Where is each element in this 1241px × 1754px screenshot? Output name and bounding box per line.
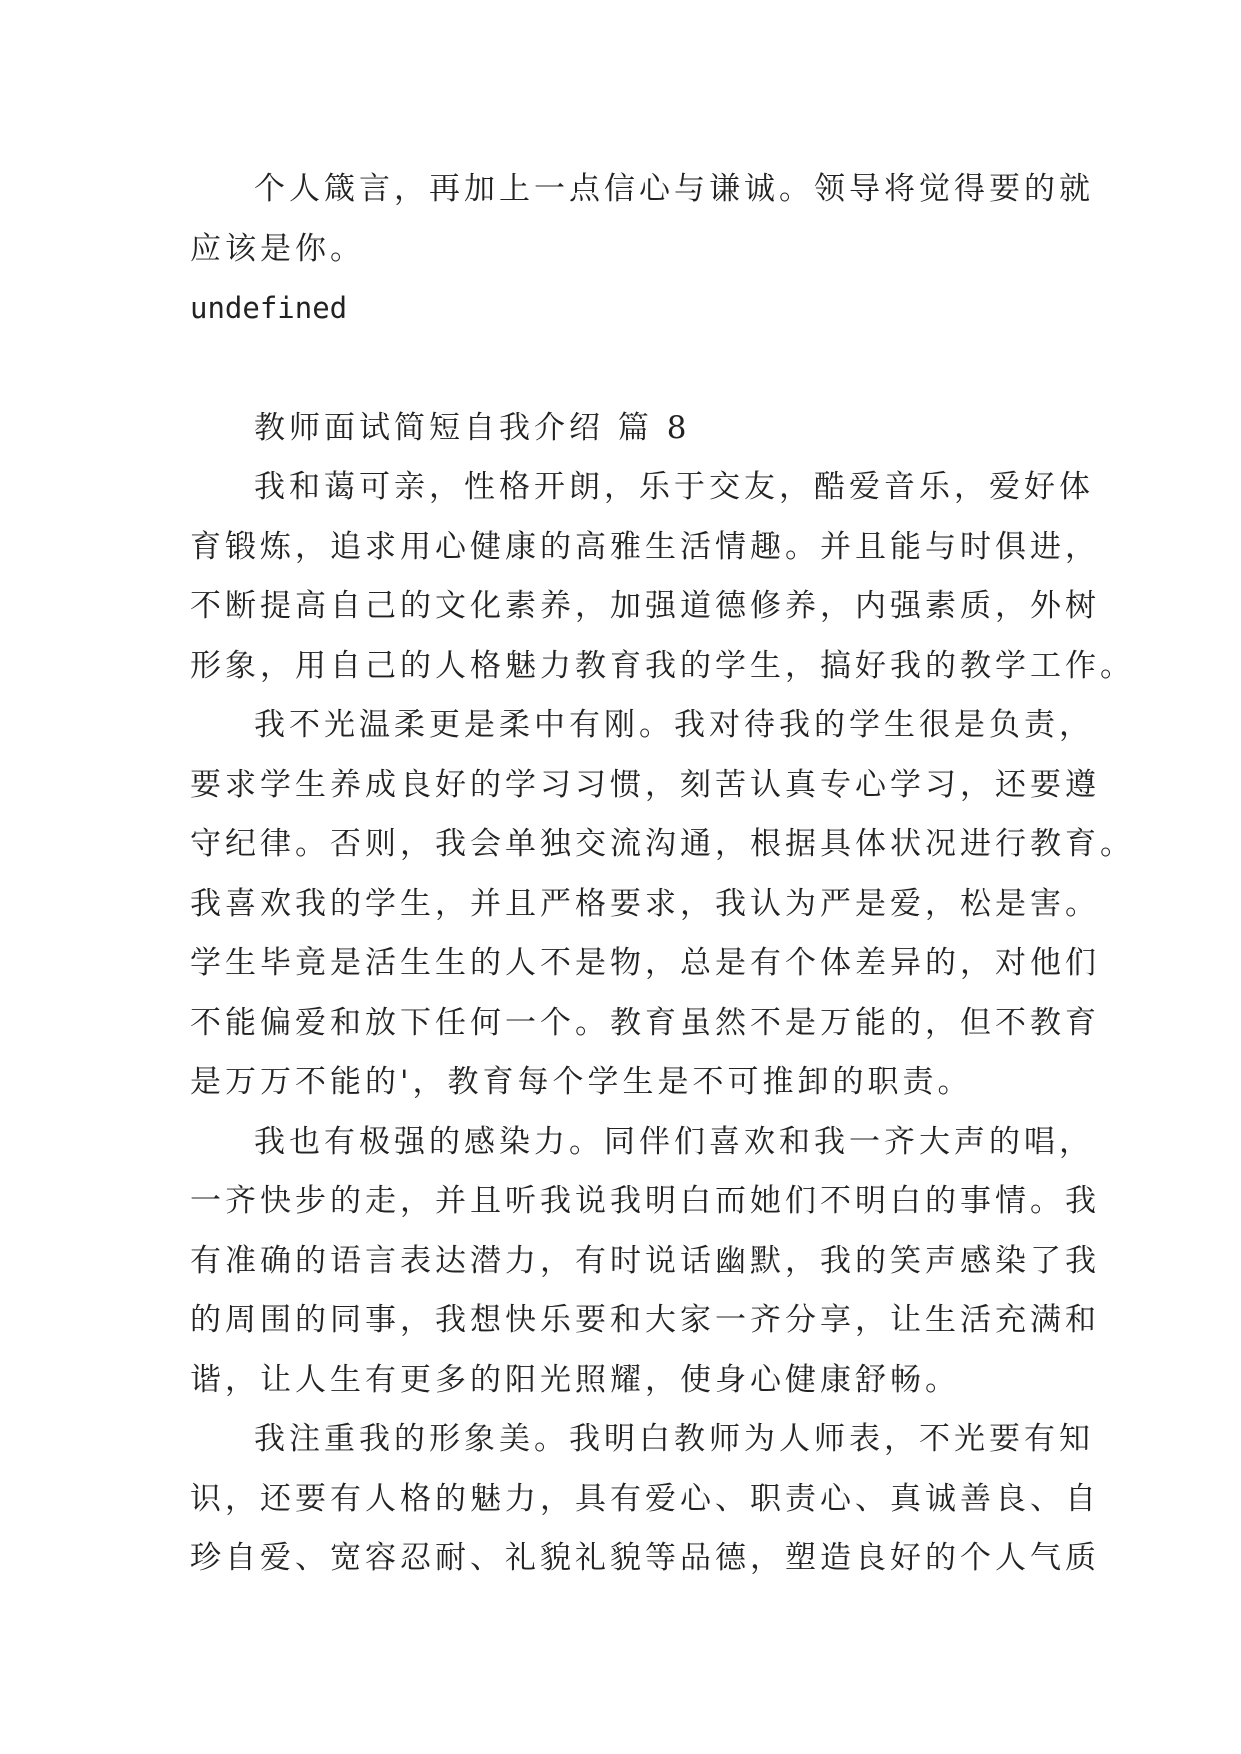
text-line: 是万万不能的'，教育每个学生是不可推卸的职责。 bbox=[190, 1064, 973, 1100]
text-line: 我和蔼可亲，性格开朗，乐于交友，酷爱音乐，爱好体 bbox=[254, 469, 1094, 505]
text-line: 识，还要有人格的魅力，具有爱心、职责心、真诚善良、自 bbox=[190, 1480, 1100, 1517]
document-page bbox=[190, 160, 1135, 1589]
paragraph-3 bbox=[190, 1113, 1100, 1411]
paragraph-1 bbox=[190, 458, 1135, 696]
text-line: 守纪律。否则，我会单独交流沟通，根据具体状况进行教育。 bbox=[190, 826, 1135, 862]
text-line: 不能偏爱和放下任何一个。教育虽然不是万能的，但不教育 bbox=[190, 1004, 1100, 1041]
text-line: 一齐快步的走，并且听我说我明白而她们不明白的事情。我 bbox=[190, 1183, 1100, 1219]
paragraph-2 bbox=[190, 696, 1135, 1113]
section-heading: 教师面试简短自我介绍 篇 8 bbox=[254, 409, 691, 446]
text-line: 的周围的同事，我想快乐要和大家一齐分享，让生活充满和 bbox=[190, 1302, 1100, 1338]
text-line: 我不光温柔更是柔中有刚。我对待我的学生很是负责， bbox=[254, 707, 1094, 743]
undefined-placeholder: undefined bbox=[190, 291, 348, 325]
text-line: 我注重我的形象美。我明白教师为人师表，不光要有知 bbox=[254, 1421, 1094, 1457]
intro-paragraph bbox=[190, 160, 1094, 279]
text-line: 我也有极强的感染力。同伴们喜欢和我一齐大声的唱， bbox=[254, 1123, 1094, 1160]
text-line: 学生毕竟是活生生的人不是物，总是有个体差异的，对他们 bbox=[190, 945, 1100, 981]
text-line: 个人箴言，再加上一点信心与谦诚。领导将觉得要的就 bbox=[254, 171, 1094, 207]
text-line: 形象，用自己的人格魅力教育我的学生，搞好我的教学工作。 bbox=[190, 647, 1135, 684]
section-gap bbox=[190, 339, 1060, 399]
paragraph-4 bbox=[190, 1410, 1100, 1589]
text-line: 不断提高自己的文化素养，加强道德修养，内强素质，外树 bbox=[190, 588, 1100, 624]
text-line: 有准确的语言表达潜力，有时说话幽默，我的笑声感染了我 bbox=[190, 1242, 1100, 1279]
text-line: 我喜欢我的学生，并且严格要求，我认为严是爱，松是害。 bbox=[190, 885, 1100, 922]
text-line: 谐，让人生有更多的阳光照耀，使身心健康舒畅。 bbox=[190, 1361, 960, 1398]
text-line: 珍自爱、宽容忍耐、礼貌礼貌等品德，塑造良好的个人气质 bbox=[190, 1540, 1100, 1576]
text-line: 应该是你。 bbox=[190, 230, 365, 267]
text-line: 育锻炼，追求用心健康的高雅生活情趣。并且能与时俱进， bbox=[190, 528, 1100, 565]
text-line: 要求学生养成良好的学习习惯，刻苦认真专心学习，还要遵 bbox=[190, 766, 1100, 803]
